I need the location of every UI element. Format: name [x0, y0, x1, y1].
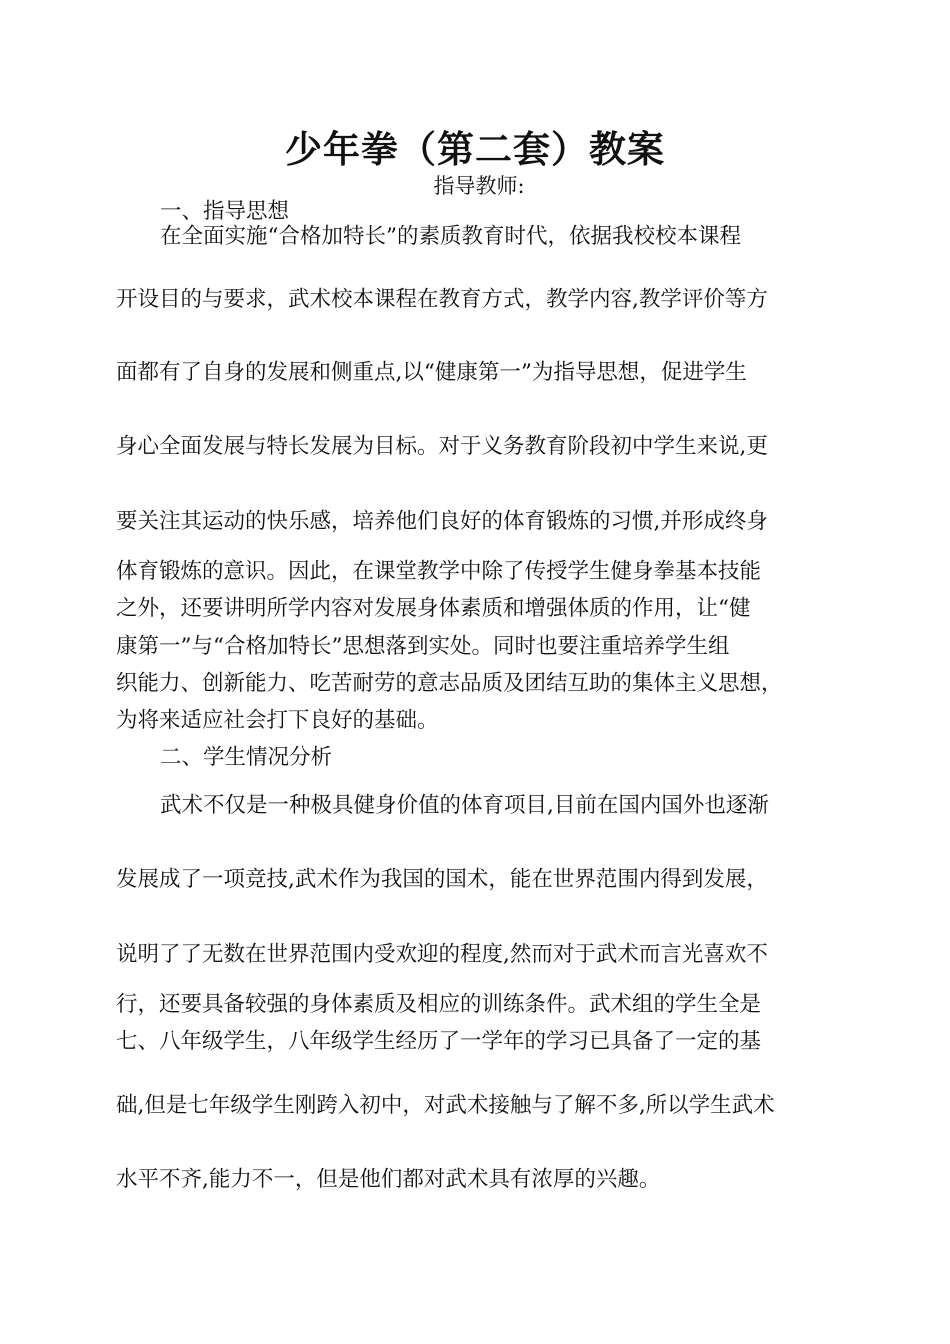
paragraph-line: 体育锻炼的意识。因此，在课堂教学中除了传授学生健身拳基本技能	[116, 559, 762, 584]
paragraph-line: 面都有了自身的发展和侧重点,以“健康第一”为指导思想，促进学生	[116, 360, 747, 385]
paragraph-line: 开设目的与要求，武术校本课程在教育方式，教学内容,教学评价等方	[116, 287, 768, 312]
paragraph-line: 武术不仅是一种极具健身价值的体育项目,目前在国内国外也逐渐	[160, 793, 769, 818]
paragraph-line: 身心全面发展与特长发展为目标。对于义务教育阶段初中学生来说,更	[116, 434, 768, 459]
paragraph-line: 发展成了一项竞技,武术作为我国的国术，能在世界范围内得到发展，	[116, 867, 768, 892]
paragraph-line: 织能力、创新能力、吃苦耐劳的意志品质及团结互助的集体主义思想，	[116, 671, 783, 696]
paragraph-line: 在全面实施“合格加特长”的素质教育时代，依据我校校本课程	[160, 224, 741, 249]
instructor-label: 指导教师:	[433, 174, 525, 198]
paragraph-line: 七、八年级学生，八年级学生经历了一学年的学习已具备了一定的基	[116, 1029, 762, 1054]
section-heading: 一、指导思想	[160, 199, 290, 224]
paragraph-line: 要关注其运动的快乐感，培养他们良好的体育锻炼的习惯,并形成终身	[116, 509, 768, 534]
paragraph-line: 为将来适应社会打下良好的基础。	[116, 708, 439, 733]
paragraph-line: 说明了了无数在世界范围内受欢迎的程度,然而对于武术而言光喜欢不	[116, 942, 768, 967]
section-heading: 二、学生情况分析	[160, 745, 333, 770]
paragraph-line: 水平不齐,能力不一，但是他们都对武术具有浓厚的兴趣。	[116, 1167, 661, 1192]
paragraph-line: 之外，还要讲明所学内容对发展身体素质和增强体质的作用，让“健	[116, 596, 751, 621]
paragraph-line: 康第一”与“合格加特长”思想落到实处。同时也要注重培养学生组	[116, 634, 730, 659]
paragraph-line: 础,但是七年级学生刚跨入初中，对武术接触与了解不多,所以学生武术	[116, 1093, 775, 1118]
page-title: 少年拳（第二套）教案	[285, 127, 665, 171]
paragraph-line: 行，还要具备较强的身体素质及相应的训练条件。武术组的学生全是	[116, 992, 762, 1017]
